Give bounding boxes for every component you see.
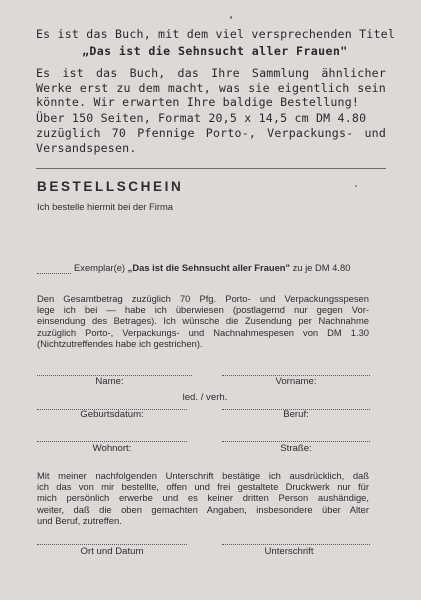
order-book-title: „Das ist die Sehnsucht aller Frauen" [127,262,290,273]
wohnort-label: Wohnort: [92,443,132,454]
strasse-field[interactable] [222,441,370,442]
quantity-field[interactable] [37,273,71,274]
payment-line: (Nichtzutreffendes habe ich gestrichen). [37,337,203,349]
shipping-line-2: Versandspesen. [36,141,137,155]
book-title: „Das ist die Sehnsucht aller Frauen" [82,44,348,58]
place-date-label: Ort und Datum [80,546,144,557]
declaration-text [37,470,369,526]
ink-speck [355,185,357,187]
book-price: DM 4.80 [316,111,367,125]
marital-status-label[interactable]: led. / verh. [182,392,228,403]
beruf-label: Beruf: [283,409,309,420]
payment-line: einsendung des Betrages). Ich wünsche die Zusendung per Nachnahme [37,315,369,327]
order-intro: Ich bestelle hiermit bei der Firma [37,201,173,212]
signature-field[interactable] [222,544,370,545]
vorname-label: Vorname: [275,376,317,387]
declaration-line: mich persönlich erwerbe und es keiner dritten Person aushändige, [37,492,369,504]
book-specs: Über 150 Seiten, Format 20,5 x 14,5 cm [36,111,309,125]
ad-body-line-2: Werke erst zu dem macht, was sie eigentlich sein [36,81,386,95]
declaration-line: und Beruf, zutreffen. [37,514,122,526]
wohnort-field[interactable] [37,441,187,442]
ink-speck [230,16,232,19]
order-line [74,262,350,273]
payment-line: Den Gesamtbetrag zuzüglich 70 Pfg. Porto- und Verpackungsspesen [37,293,369,304]
strasse-label: Straße: [280,443,312,454]
ad-body-line-1: Es ist das Buch, das Ihre Sammlung ähnlicher [36,66,386,80]
payment-terms [37,293,369,349]
declaration-line: weiter, daß die oben gemachten Angaben, insbesondere über Alter [37,503,369,515]
ad-body-line-3: könnte. Wir erwarten Ihre baldige Bestellung! [36,95,360,109]
geburtsdatum-label: Geburtsdatum: [80,409,144,420]
shipping-line-1: zuzüglich 70 Pfennige Porto-, Verpackungs- und [36,126,386,140]
order-unit-price: zu je DM 4.80 [292,262,351,273]
name-label: Name: [95,376,124,387]
signature-label: Unterschrift [264,546,314,557]
order-quantity-label: Exemplar(e) [74,262,126,273]
payment-line: zuzüglich Porto-, Verpackungs- und Nachnahmespesen von DM 1.30 [37,326,369,338]
ad-intro-line: Es ist das Buch, mit dem viel versprechenden Titel [36,27,396,41]
place-date-field[interactable] [37,544,187,545]
section-divider [36,168,386,169]
payment-line: lege ich bei — habe ich überwiesen (postlagernd nur gegen Vor- [37,304,369,316]
order-form-heading: BESTELLSCHEIN [37,179,184,194]
declaration-line: Mit meiner nachfolgenden Unterschrift bestätige ich ausdrücklich, daß [37,470,369,481]
declaration-line: ich das von mir bestellte, offen und frei gestaltete Druckwerk nur für [37,481,369,493]
